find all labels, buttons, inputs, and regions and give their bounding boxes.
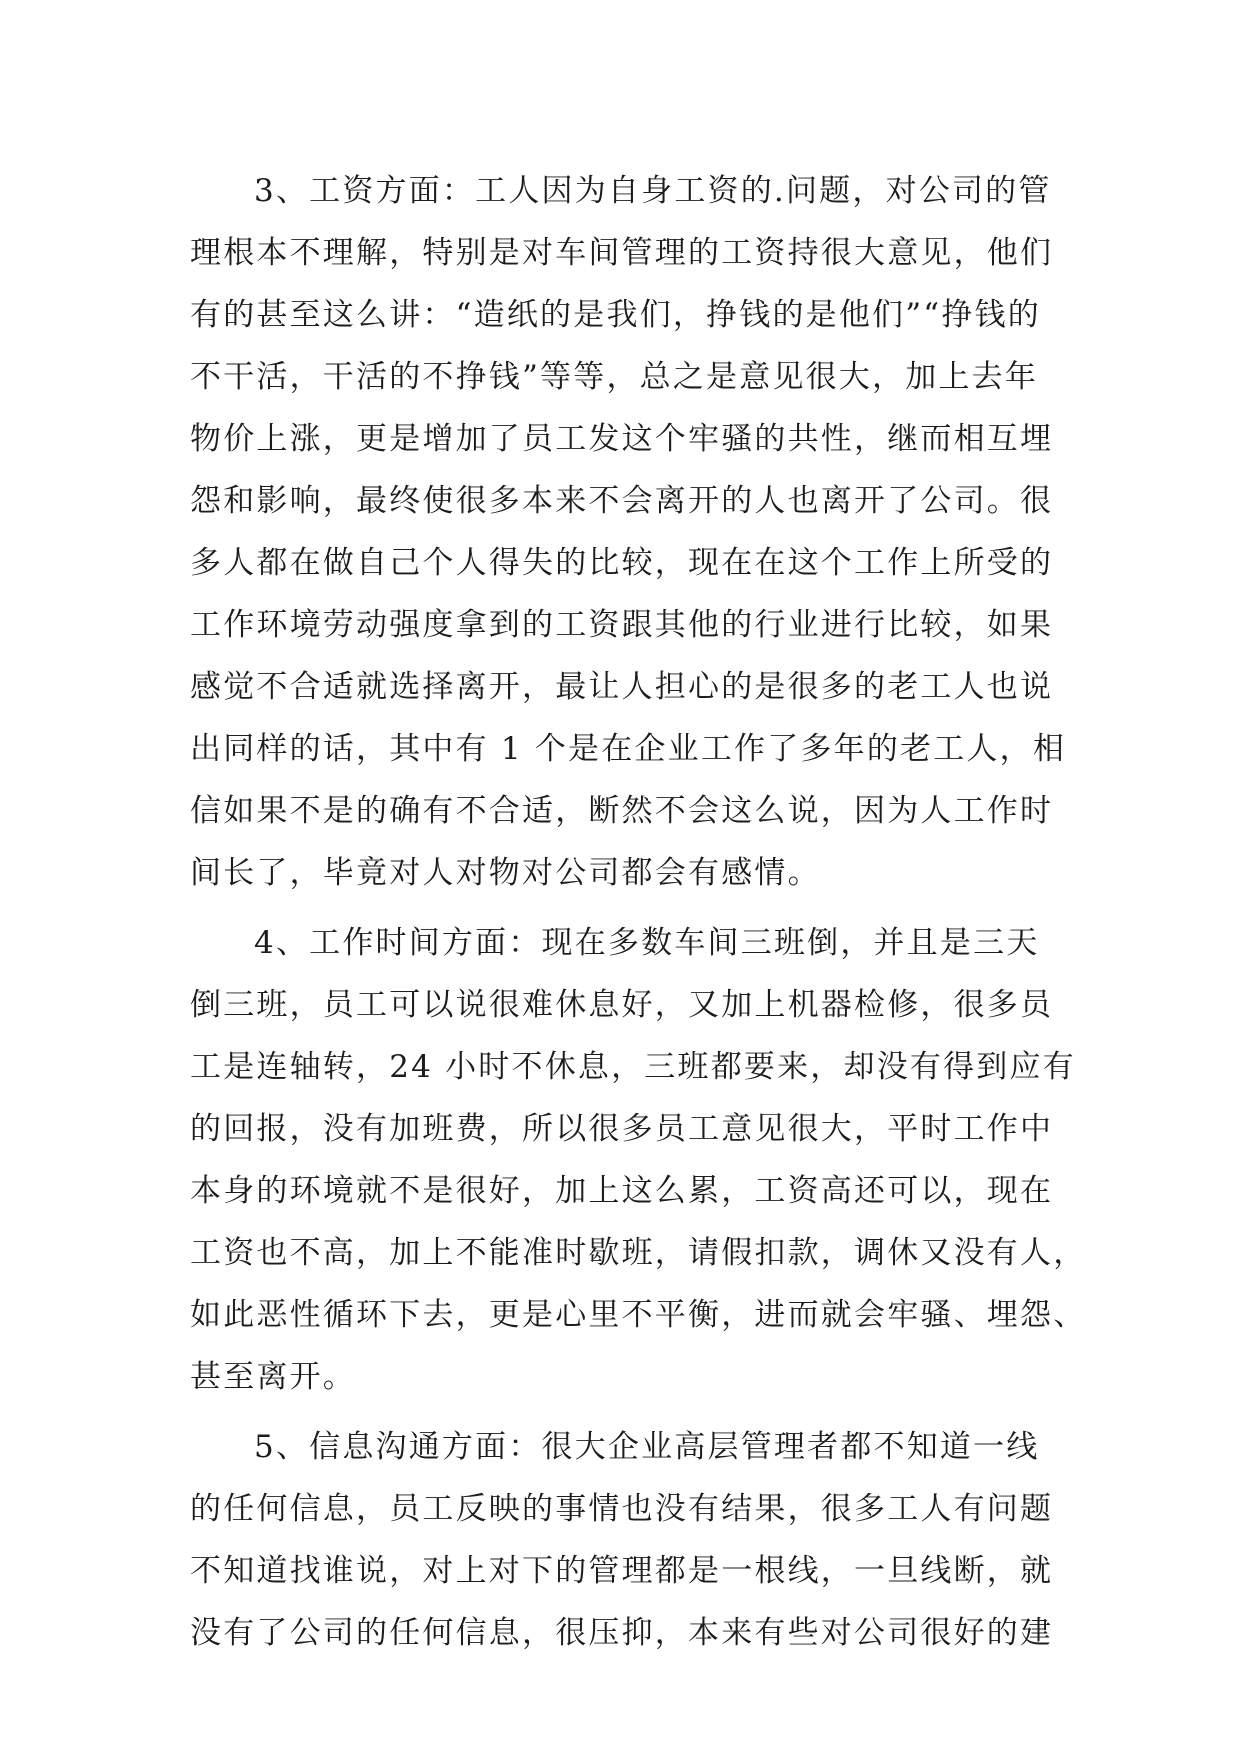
text-line: 4、工作时间方面：现在多数车间三班倒，并且是三天 (254, 925, 1040, 961)
paragraph-gap (190, 1408, 1050, 1416)
text-line: 信如果不是的确有不合适，断然不会这么说，因为人工作时 (190, 793, 1054, 829)
text-line: 工资也不高，加上不能准时歇班，请假扣款，调休又没有人， (190, 1235, 1087, 1271)
text-line: 多人都在做自己个人得失的比较，现在在这个工作上所受的 (190, 545, 1054, 581)
text-line: 不干活，干活的不挣钱”等等，总之是意见很大，加上去年 (190, 359, 1039, 395)
text-line: 感觉不合适就选择离开，最让人担心的是很多的老工人也说 (190, 669, 1054, 705)
text-line: 间长了，毕竟对人对物对公司都会有感情。 (190, 855, 821, 891)
text-line: 的任何信息，员工反映的事情也没有结果，很多工人有问题 (190, 1491, 1054, 1527)
text-line: 物价上涨，更是增加了员工发这个牢骚的共性，继而相互埋 (190, 421, 1054, 457)
text-line: 3、工资方面：工人因为自身工资的.问题，对公司的管 (254, 173, 1052, 209)
paragraph-salary (190, 160, 1067, 904)
text-line: 怨和影响，最终使很多本来不会离开的人也离开了公司。很 (190, 483, 1054, 519)
text-line: 出同样的话，其中有 1 个是在企业工作了多年的老工人，相 (190, 731, 1067, 767)
paragraph-working-hours (190, 912, 1087, 1408)
text-line: 的回报，没有加班费，所以很多员工意见很大，平时工作中 (190, 1111, 1054, 1147)
text-line: 甚至离开。 (190, 1359, 356, 1395)
text-line: 工是连轴转，24 小时不休息，三班都要来，却没有得到应有 (190, 1049, 1076, 1085)
document-body (190, 160, 1087, 1664)
text-line: 不知道找谁说，对上对下的管理都是一根线，一旦线断，就 (190, 1553, 1054, 1589)
text-line: 没有了公司的任何信息，很压抑，本来有些对公司很好的建 (190, 1615, 1054, 1651)
text-line: 有的甚至这么讲：“造纸的是我们，挣钱的是他们”“挣钱的 (190, 297, 1041, 333)
text-line: 本身的环境就不是很好，加上这么累，工资高还可以，现在 (190, 1173, 1054, 1209)
paragraph-communication (190, 1416, 1054, 1664)
paragraph-gap (190, 904, 1050, 912)
text-line: 理根本不理解，特别是对车间管理的工资持很大意见，他们 (190, 235, 1054, 271)
text-line: 5、信息沟通方面：很大企业高层管理者都不知道一线 (254, 1429, 1040, 1465)
text-line: 倒三班，员工可以说很难休息好，又加上机器检修，很多员 (190, 987, 1054, 1023)
text-line: 如此恶性循环下去，更是心里不平衡，进而就会牢骚、埋怨、 (190, 1297, 1087, 1333)
text-line: 工作环境劳动强度拿到的工资跟其他的行业进行比较，如果 (190, 607, 1054, 643)
